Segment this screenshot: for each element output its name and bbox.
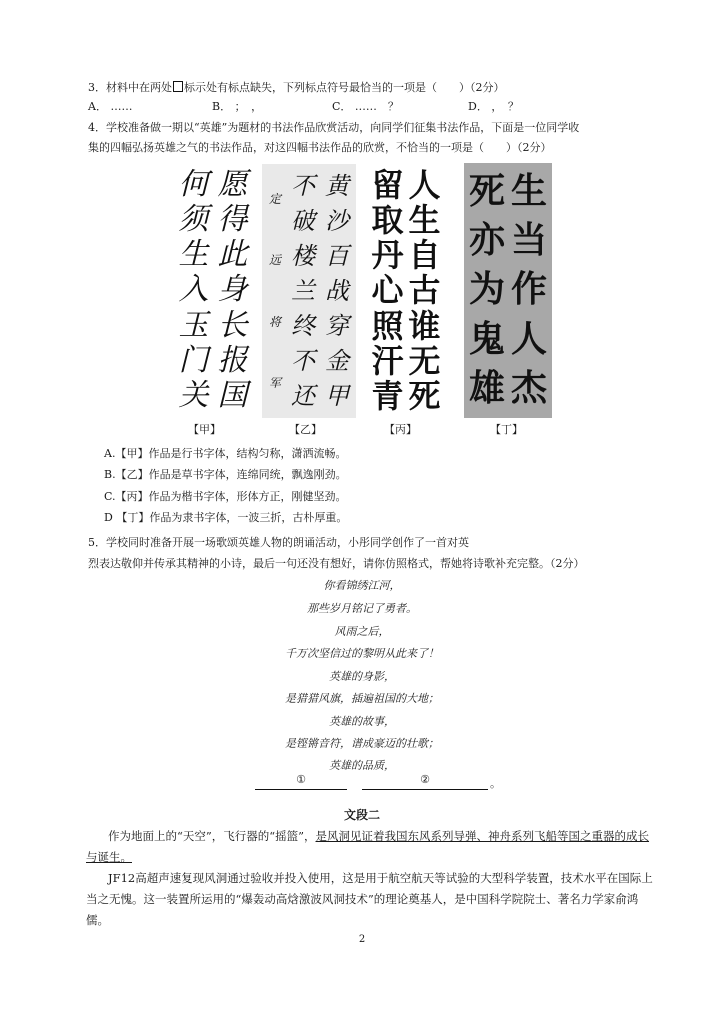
poem-line-6: 是猎猎风旗，插遍祖国的大地； — [285, 692, 439, 705]
calligraphy-character: 作 — [510, 269, 547, 311]
calligraphy-character: 破 — [290, 206, 315, 235]
calligraphy-character: 将 — [268, 314, 281, 329]
poem-line-1: 你看锦绣江河， — [323, 579, 401, 592]
calligraphy-character: 不 — [290, 347, 315, 376]
calligraphy-character: 百 — [324, 241, 349, 270]
calligraphy-bing-column-1 — [408, 167, 440, 414]
p1-part2-underlined: 是风洞见证着我国东风系列导弹、神舟系列飞船等国之重 — [315, 829, 604, 843]
calligraphy-character: 报 — [217, 343, 248, 379]
calligraphy-character: 人 — [510, 318, 547, 360]
poem-end-mark: 。 — [490, 777, 501, 790]
calligraphy-character: 关 — [178, 378, 209, 414]
section-title: 文段二 — [343, 808, 380, 822]
calligraphy-ding-tag: 【丁】 — [490, 423, 523, 436]
answer-blank-1-label: ① — [296, 773, 306, 786]
answer-blank-1[interactable] — [255, 775, 347, 790]
q3-stem-part1: 3．材料中在两处 — [88, 81, 172, 94]
q3-option-c: C． …… ？ — [332, 100, 399, 113]
answer-blank-2[interactable] — [362, 775, 488, 790]
calligraphy-character: 长 — [217, 307, 248, 343]
p2-part3: 名力学家俞鸿儒。 — [86, 892, 639, 927]
calligraphy-jia-column-1 — [218, 167, 248, 414]
calligraphy-character: 生 — [408, 200, 441, 239]
calligraphy-jia — [172, 163, 254, 418]
calligraphy-character: 为 — [468, 269, 505, 311]
calligraphy-bing-column-2 — [371, 167, 403, 414]
calligraphy-character: 穿 — [324, 312, 349, 341]
poem-line-8: 是铿锵音符，谱成豪迈的壮歌； — [285, 737, 439, 750]
calligraphy-character: 无 — [408, 342, 441, 381]
calligraphy-yi-tag: 【乙】 — [289, 423, 322, 436]
q4-option-b: B.【乙】作品是草书字体，连绵同统，飘逸刚劲。 — [104, 468, 347, 481]
q4-option-c: C.【丙】作品为楷书字体，形体方正，刚健坚劲。 — [104, 490, 347, 503]
calligraphy-character: 生 — [510, 170, 547, 212]
calligraphy-character: 人 — [408, 165, 441, 204]
q4-stem-line2: 集的四幅弘扬英雄之气的书法作品，对这四幅书法作品的欣赏，不恰当的一项是（ ）（2分） — [88, 141, 552, 154]
calligraphy-yi-column-1 — [325, 168, 349, 414]
poem-line-9: 英雄的品质， — [329, 759, 395, 772]
section2-paragraph-1 — [86, 826, 654, 868]
calligraphy-ding-column-1 — [511, 167, 547, 414]
calligraphy-yi-column-3 — [269, 168, 281, 414]
calligraphy-character: 鬼 — [468, 318, 505, 360]
calligraphy-character: 沙 — [324, 206, 349, 235]
q3-option-d: D． ， ？ — [468, 100, 519, 113]
poem-line-7: 英雄的故事， — [329, 715, 395, 728]
calligraphy-character: 须 — [178, 201, 209, 237]
q3-option-b: B． ； ， — [212, 100, 263, 113]
calligraphy-jia-column-2 — [179, 167, 209, 414]
poem-line-2: 那些岁月铭记了勇者。 — [307, 602, 417, 615]
q5-stem-line1: 5．学校同时准备开展一场歌颂英雄人物的朗诵活动，小彤同学创作了一首对英 — [88, 536, 469, 549]
calligraphy-character: 楼 — [290, 241, 315, 270]
calligraphy-character: 远 — [268, 253, 281, 268]
calligraphy-character: 入 — [178, 272, 209, 308]
blank-box-icon — [173, 81, 183, 92]
calligraphy-character: 青 — [371, 377, 404, 416]
q4-option-d: D 【丁】作品为隶书字体，一波三折，古朴厚重。 — [104, 511, 348, 524]
poem-line-3: 风雨之后， — [334, 625, 390, 638]
calligraphy-character: 当 — [510, 220, 547, 262]
calligraphy-character: 国 — [217, 378, 248, 414]
calligraphy-character: 心 — [371, 271, 404, 310]
calligraphy-character: 愿 — [217, 166, 248, 202]
q3-stem — [88, 80, 505, 96]
calligraphy-character: 终 — [290, 312, 315, 341]
p2-part1: JF12高超声速复现风洞通过验收并投入使用，这是用于航空航天等试验的大型科学装置，技术水平在 — [108, 871, 619, 885]
p1-part1: 作为地面上的“天空”，飞行器的“摇篮”， — [108, 829, 316, 843]
calligraphy-character: 雄 — [468, 368, 505, 410]
calligraphy-character: 定 — [268, 191, 281, 206]
calligraphy-character: 黄 — [324, 171, 349, 200]
calligraphy-ding-column-2 — [469, 167, 505, 414]
calligraphy-character: 生 — [178, 237, 209, 273]
p1-part3-underlined: 器的成长与诞生。 — [86, 829, 650, 864]
q4-stem-line1: 4．学校准备做一期以“英雄”为题材的书法作品欣赏活动，向同学们征集书法作品，下面是一位同学收 — [88, 121, 580, 134]
calligraphy-character: 何 — [178, 166, 209, 202]
calligraphy-yi-column-2 — [291, 168, 315, 414]
calligraphy-yi — [262, 164, 356, 418]
calligraphy-character: 不 — [290, 171, 315, 200]
calligraphy-character: 甲 — [324, 382, 349, 411]
poem-line-5: 英雄的身影， — [329, 670, 395, 683]
calligraphy-character: 留 — [371, 165, 404, 204]
section2-paragraph-2 — [86, 868, 654, 931]
calligraphy-character: 死 — [408, 377, 441, 416]
q3-option-a: A． …… — [88, 100, 133, 113]
calligraphy-character: 汗 — [371, 342, 404, 381]
calligraphy-character: 取 — [371, 200, 404, 239]
calligraphy-character: 亦 — [468, 220, 505, 262]
calligraphy-character: 谁 — [408, 306, 441, 345]
calligraphy-character: 兰 — [290, 276, 315, 305]
answer-blank-2-label: ② — [420, 773, 430, 786]
calligraphy-jia-tag: 【甲】 — [188, 423, 221, 436]
calligraphy-bing — [367, 163, 445, 418]
page-number: 2 — [358, 934, 366, 945]
calligraphy-character: 自 — [408, 236, 441, 275]
calligraphy-character: 照 — [371, 306, 404, 345]
calligraphy-character: 军 — [268, 376, 281, 391]
calligraphy-ding — [464, 163, 552, 418]
calligraphy-character: 还 — [290, 382, 315, 411]
calligraphy-character: 古 — [408, 271, 441, 310]
calligraphy-character: 玉 — [178, 307, 209, 343]
calligraphy-character: 杰 — [510, 368, 547, 410]
calligraphy-character: 得 — [217, 201, 248, 237]
calligraphy-character: 死 — [468, 170, 505, 212]
calligraphy-character: 金 — [324, 347, 349, 376]
calligraphy-character: 此 — [217, 237, 248, 273]
q3-stem-part2: 标示处有标点缺失，下列标点符号最恰当的一项是（ ）（2分） — [184, 81, 505, 94]
poem-line-4: 千万次坚信过的黎明从此来了！ — [285, 647, 439, 660]
q4-option-a: A.【甲】作品是行书字体，结构匀称，潇洒流畅。 — [104, 447, 347, 460]
calligraphy-character: 丹 — [371, 236, 404, 275]
calligraphy-character: 门 — [178, 343, 209, 379]
calligraphy-bing-tag: 【丙】 — [384, 423, 417, 436]
p2-part2: 国际上当之无愧。这一装置所运用的“爆轰动高焓激波风洞技术”的理论奠基人，是中国科学院院士、著 — [86, 871, 653, 906]
q5-stem-line2: 烈表达敬仰并传承其精神的小诗，最后一句还没有想好，请你仿照格式，帮她将诗歌补充完整。（2分） — [88, 557, 585, 570]
calligraphy-character: 身 — [217, 272, 248, 308]
calligraphy-character: 战 — [324, 276, 349, 305]
